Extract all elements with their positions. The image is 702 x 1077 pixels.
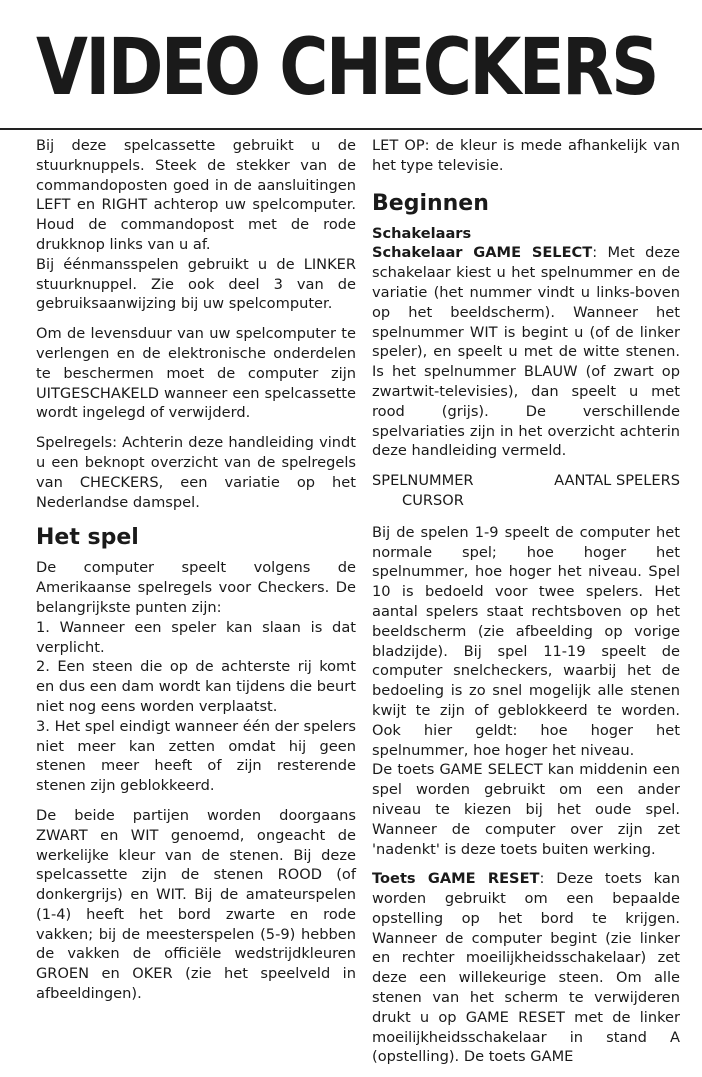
- single-player-paragraph: Bij éénmansspelen gebruikt u de LINKER stuurknuppel. Zie ook deel 3 van de gebruiksaanwijzing bij uw spelcomputer.: [36, 255, 356, 313]
- subheading-schakelaars: Schakelaars: [372, 224, 472, 242]
- rules-paragraph: Spelregels: Achterin deze handleiding vindt u een beknopt overzicht van de spelregels van CHECKERS, een variatie op het Nederlandse damspel.: [36, 434, 356, 511]
- game-select-label: Schakelaar GAME SELECT: [372, 244, 593, 262]
- screen-labels-row: [372, 471, 680, 491]
- label-cursor: CURSOR: [402, 491, 464, 509]
- label-spelnummer: SPELNUMMER: [372, 472, 474, 490]
- colors-paragraph: De beide partijen worden doorgaans ZWART en WIT genoemd, ongeacht de werkelijke kleur van de stenen. Bij deze spelcassette zijn de stenen ROOD (of donkergrijs) en WIT. Bij de amateurspelen (1-4) heeft het bord zwarte en rode vakken; bij de meesterspelen (5-9) hebben de vakken de officiële wedstrijdkleuren GROEN en OKER (zie het speelveld in afbeeldingen).: [36, 806, 356, 1003]
- game-select-text: : Met deze schakelaar kiest u het spelnummer en de variatie (het nummer vindt u links-boven op het beeldscherm). Wanneer het spelnummer WIT is begint u (of de linker speler), en speelt u met de witte stenen. Is het spelnummer BLAUW (of zwart op zwartwit-televisies), dan speelt u met rood (grijs). De verschillende spelvariaties zijn in het overzicht achterin deze handleiding vermeld.: [372, 244, 680, 460]
- note-paragraph: LET OP: de kleur is mede afhankelijk van het type televisie.: [372, 137, 680, 174]
- game-select-midgame-paragraph: De toets GAME SELECT kan middenin een spel worden gebruikt om een ander niveau te kiezen bij het oude spel. Wanneer de computer over zijn zet 'nadenkt' is deze toets buiten werking.: [372, 761, 680, 858]
- levels-paragraph: Bij de spelen 1-9 speelt de computer het normale spel; hoe hoger het spelnummer, hoe hoger het niveau. Spel 10 is bedoeld voor twee spelers. Het aantal spelers staat rechtsboven op het beeldscherm (zie afbeelding op vorige bladzijde). Bij spel 11-19 speelt de computer snelcheckers, waarbij het de bedoeling is zo snel mogelijk alle stenen kwijt te zijn of geblokkeerd te worden. Ook hier geldt: hoe hoger het spelnummer, hoe hoger het niveau.: [372, 523, 680, 759]
- rule-item: 1. Wanneer een speler kan slaan is dat verplicht.: [36, 618, 356, 656]
- power-off-paragraph: Om de levensduur van uw spelcomputer te verlengen en de elektronische onderdelen te beschermen moet de computer zijn UITGESCHAKELD wanneer een spelcassette wordt ingelegd of verwijderd.: [36, 325, 356, 422]
- title-divider: [0, 128, 702, 130]
- intro-paragraph: Bij deze spelcassette gebruikt u de stuurknuppels. Steek de stekker van de commandoposten goed in de aansluitingen LEFT en RIGHT achterop uw spelcomputer. Houd de commandopost met de rode drukknop links van u af.: [36, 137, 356, 253]
- game-reset-text: : Deze toets kan worden gebruikt om een bepaalde opstelling op het bord te krijgen. Wanneer de computer begint (zie linker en rechter moeilijkheidsschakelaar) zet deze een willekeurige steen. Om alle stenen van het scherm te verwijderen drukt u op GAME RESET met de linker moeilijkheidsschakelaar in stand A (opstelling). De toets GAME: [372, 870, 681, 1066]
- label-aantal-spelers: AANTAL SPELERS: [554, 472, 680, 490]
- game-reset-label: Toets GAME RESET: [372, 870, 540, 888]
- game-select-paragraph: [372, 243, 680, 461]
- right-column: [372, 136, 680, 1077]
- rule-item: 3. Het spel eindigt wanneer één der spelers niet meer kan zetten omdat hij geen stenen meer heeft of zijn resterende stenen zijn geblokkeerd.: [36, 717, 356, 795]
- rules-intro: De computer speelt volgens de Amerikaanse spelregels voor Checkers. De belangrijkste punten zijn:: [36, 559, 356, 616]
- section-heading-beginnen: Beginnen: [372, 190, 489, 216]
- left-column: [36, 136, 356, 1014]
- rule-item: 2. Een steen die op de achterste rij komt en dus een dam wordt kan tijdens die beurt niet nog eens worden verplaatst.: [36, 658, 356, 715]
- section-heading-het-spel: Het spel: [36, 525, 139, 551]
- game-reset-paragraph: [372, 869, 680, 1067]
- page-title: VIDEO CHECKERS: [36, 23, 657, 113]
